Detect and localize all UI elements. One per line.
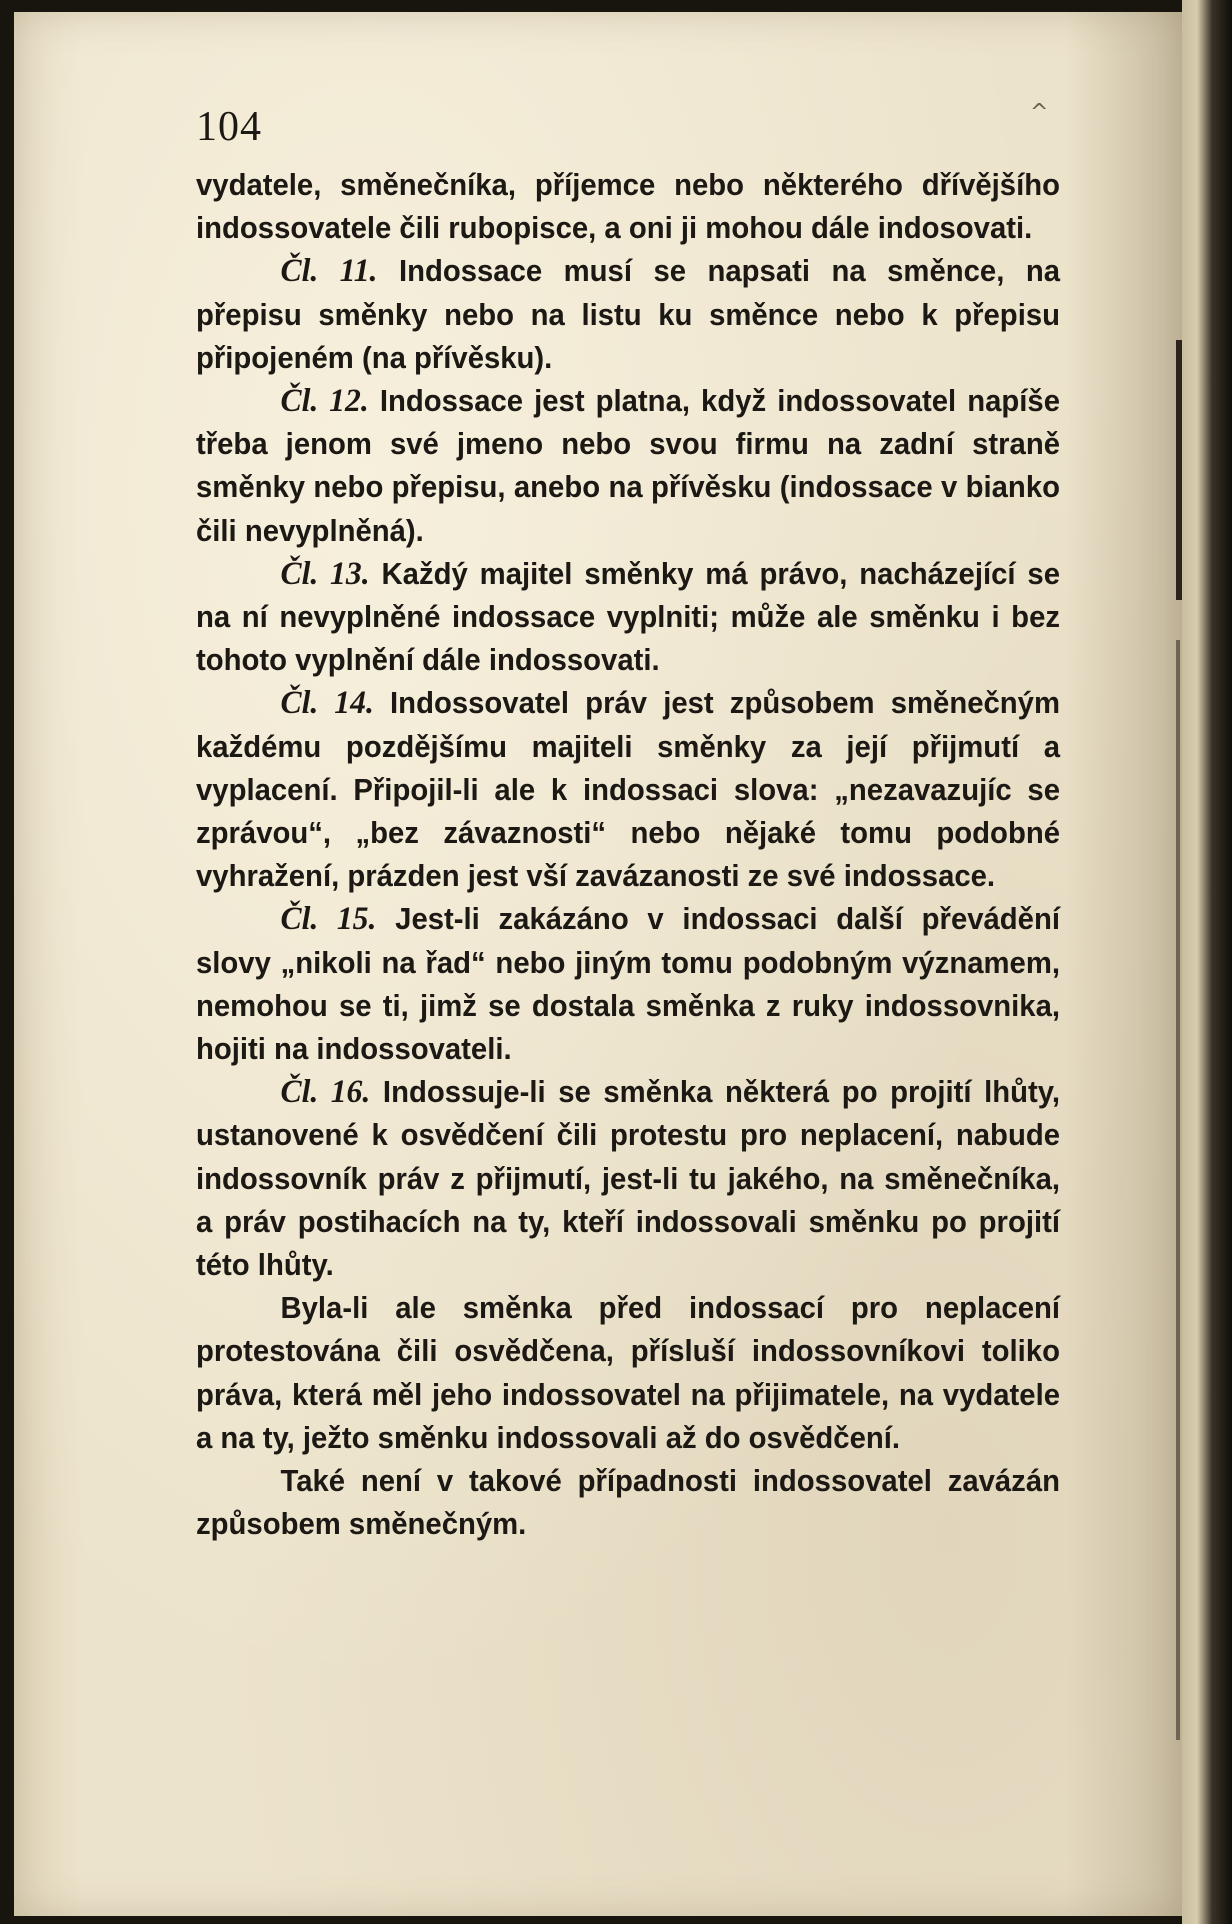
article-16-continued: [196, 1287, 1060, 1460]
paragraph-text: Indossace musí se napsati na směnce, na přepisu směnky nebo na listu ku směnce nebo k přepisu připojeném (na přívěsku).: [196, 254, 1060, 375]
paragraph-text: Také není v takové případnosti indossovatel zavázán způsobem směnečným.: [196, 1464, 1060, 1542]
article-13: [196, 553, 1060, 683]
header-mark: ^: [1030, 100, 1049, 125]
paragraph-text: Jest-li zakázáno v indossaci další převádění slovy „nikoli na řad“ nebo jiným tomu podobným významem, nemohou se ti, jimž se dostala směnka z ruky indossovnika, hojiti na indossovateli.: [196, 902, 1060, 1067]
edge-shadow-mark: [1176, 340, 1182, 600]
article-16: [196, 1071, 1060, 1287]
paragraph-text: Indossuje-li se směnka některá po projití lhůty, ustanovené k osvědčení čili protestu pro neplacení, nabude indossovník práv z přijmutí, jest-li tu jakého, na směnečníka, a práv postihacích na ty, kteří indossovali směnku po projití této lhůty.: [196, 1075, 1060, 1283]
page-spine-edge: [1182, 0, 1232, 1924]
page-content: [196, 100, 1060, 1547]
article-12: [196, 380, 1060, 553]
article-number: Čl. 16.: [280, 1074, 371, 1111]
article-number: Čl. 12.: [280, 383, 369, 420]
article-16-final: [196, 1460, 1060, 1546]
paragraph-text: vydatele, směnečníka, příjemce nebo některého dřívějšího indossovatele čili rubopisce, a oni ji mohou dále indosovati.: [196, 168, 1060, 246]
paragraph-text: Indossace jest platna, když indossovatel napíše třeba jenom své jmeno nebo svou firmu na zadní straně směnky nebo přepisu, anebo na přívěsku (indossace v bianko čili nevyplněná).: [196, 384, 1060, 548]
article-number: Čl. 11.: [280, 253, 378, 290]
article-number: Čl. 15.: [280, 901, 377, 938]
page-number: 104: [196, 104, 262, 150]
edge-shadow-mark: [1176, 640, 1180, 1740]
article-number: Čl. 13.: [280, 555, 370, 592]
paragraph-text: Indossovatel práv jest způsobem směnečným každému pozdějšímu majiteli směnky za její přijmutí a vyplacení. Připojil-li ale k indossaci slova: „nezavazujíc se zprávou“, „bez závaznosti“ nebo nějaké tomu podobné vyhražení, prázden jest vší zavázanosti ze své indossace.: [196, 686, 1061, 894]
article-15: [196, 898, 1060, 1071]
article-14: [196, 682, 1060, 898]
article-number: Čl. 14.: [280, 685, 374, 722]
article-11: [196, 250, 1060, 380]
paragraph-text: Každý majitel směnky má právo, nacházející se na ní nevyplněné indossace vyplniti; může ale směnku i bez tohoto vyplnění dále indossovati.: [196, 556, 1060, 678]
paragraph-text: Byla-li ale směnka před indossací pro neplacení protestována čili osvědčena, přísluší indossovníkovi toliko práva, která měl jeho indossovatel na přijimatele, na vydatele a na ty, ježto směnku indossovali až do osvědčení.: [196, 1291, 1060, 1455]
paragraph-continuation: [196, 164, 1060, 250]
